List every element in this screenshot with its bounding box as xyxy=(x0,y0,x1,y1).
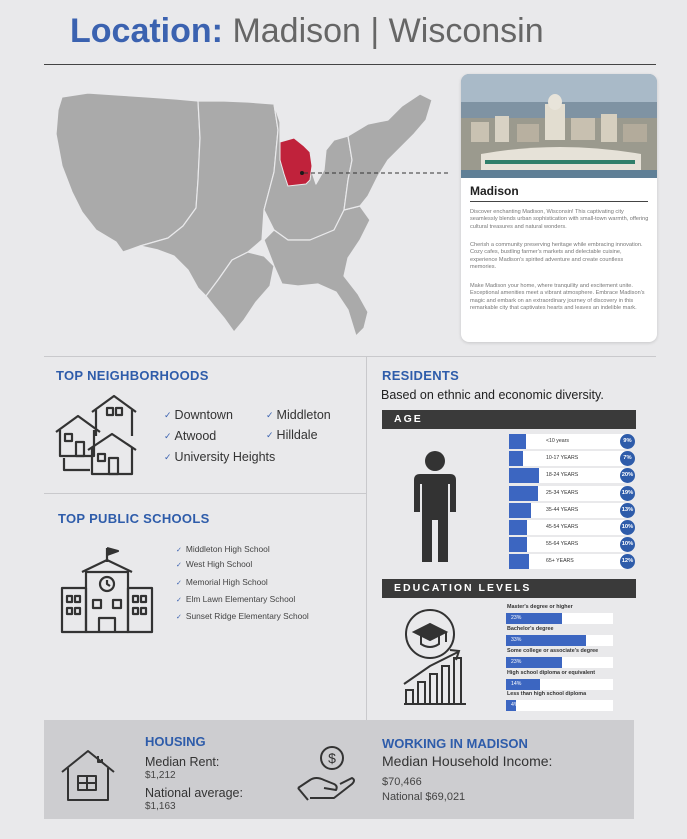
madison-marker xyxy=(300,171,304,175)
age-percent-badge: 10% xyxy=(620,520,635,535)
schools-title: TOP PUBLIC SCHOOLS xyxy=(58,511,210,526)
income-label: Median Household Income: xyxy=(382,753,553,769)
hand-coin-icon xyxy=(296,744,360,802)
age-category-label: 18-24 YEARS xyxy=(546,472,579,479)
education-header-bar: EDUCATION LEVELS xyxy=(382,579,636,598)
house-icon xyxy=(60,748,116,802)
map-west-states xyxy=(56,93,200,252)
check-icon: ✓ xyxy=(176,562,182,569)
residents-subtitle: Based on ethnic and economic diversity. xyxy=(381,388,604,402)
education-bar: 14% xyxy=(506,679,540,690)
check-icon: ✓ xyxy=(164,452,172,462)
education-bar-track xyxy=(506,700,613,711)
education-category-label: Master's degree or higher xyxy=(507,604,573,610)
svg-text:$: $ xyxy=(328,750,336,766)
age-bar xyxy=(509,537,527,552)
education-bar: 33% xyxy=(506,635,586,646)
neighborhood-item: ✓ Hilldale xyxy=(266,428,318,442)
age-bar xyxy=(509,434,526,449)
age-category-label: 10-17 YEARS xyxy=(546,455,579,462)
age-percent-badge: 19% xyxy=(620,486,635,501)
card-paragraph-3: Make Madison your home, where tranquility and excitement unite. Exceptional amenities meet a vibrant atmosphere. Embrace Madison's magic and embark on an extraordinary journey of discovery in this remarkable city that captivates hearts and leaves an indelible mark. xyxy=(470,283,645,312)
age-bar-row xyxy=(509,520,635,535)
age-bar xyxy=(509,486,538,501)
education-bar-track xyxy=(506,613,613,624)
education-bar: 23% xyxy=(506,657,562,668)
housing-title: HOUSING xyxy=(145,734,206,749)
education-bar-track xyxy=(506,679,613,690)
title-label: Location: xyxy=(70,12,223,50)
education-bar: 4% xyxy=(506,700,516,711)
page-title xyxy=(70,12,544,51)
education-category-label: Less than high school diploma xyxy=(507,691,587,697)
age-category-label: 65+ YEARS xyxy=(546,558,574,565)
school-item: ✓ Elm Lawn Elementary School xyxy=(176,594,296,604)
school-item: ✓ Memorial High School xyxy=(176,577,268,587)
age-bar-row xyxy=(509,503,635,518)
income-value: $70,466 xyxy=(382,776,422,788)
school-building-icon xyxy=(60,546,154,634)
bottom-band xyxy=(44,720,634,819)
check-icon: ✓ xyxy=(176,580,182,587)
age-percent-badge: 9% xyxy=(620,434,635,449)
age-percent-badge: 10% xyxy=(620,537,635,552)
check-icon: ✓ xyxy=(266,430,274,440)
card-paragraph-2: Cherish a community preserving heritage while embracing innovation. Cozy cafes, bustling farmer's markets and delectable cuisine, experience Madison's spirited adventure and create countless memories. xyxy=(470,242,643,271)
age-category-label: 55-64 YEARS xyxy=(546,541,579,548)
age-bar-row xyxy=(509,554,635,569)
age-bar xyxy=(509,554,529,569)
school-item: ✓ West High School xyxy=(176,559,253,569)
age-percent-badge: 12% xyxy=(620,554,635,569)
working-title: WORKING IN MADISON xyxy=(382,736,528,751)
age-bar xyxy=(509,468,539,483)
education-bar-track xyxy=(506,657,613,668)
national-average-label: National average: xyxy=(145,786,243,800)
school-item: ✓ Sunset Ridge Elementary School xyxy=(176,611,309,621)
houses-icon xyxy=(54,392,140,476)
education-category-label: High school diploma or equivalent xyxy=(507,670,596,676)
age-category-label: 35-44 YEARS xyxy=(546,506,579,513)
madison-aerial-photo xyxy=(461,74,657,178)
age-header-bar: AGE xyxy=(382,410,636,429)
neighborhood-item: ✓ Downtown xyxy=(164,408,233,422)
education-category-label: Some college or associate's degree xyxy=(507,648,599,654)
check-icon: ✓ xyxy=(176,597,182,604)
age-percent-badge: 7% xyxy=(620,451,635,466)
person-icon xyxy=(412,450,458,564)
median-rent-value: $1,212 xyxy=(145,770,176,781)
section-divider-vertical xyxy=(366,356,367,720)
title-divider xyxy=(44,64,656,65)
city-card xyxy=(461,74,657,342)
section-divider-top xyxy=(44,356,656,357)
neighborhood-item: ✓ Atwood xyxy=(164,429,217,443)
age-category-label: <10 years xyxy=(546,438,569,444)
education-bar: 23% xyxy=(506,613,562,624)
age-bar xyxy=(509,520,527,535)
check-icon: ✓ xyxy=(164,410,172,420)
us-map xyxy=(48,80,448,342)
age-bar-row xyxy=(509,468,635,483)
card-paragraph-1: Discover enchanting Madison, Wisconsin! This captivating city seamlessly blends urban sophistication with small-town warmth, offering cultural treasures and natural wonders. xyxy=(470,209,649,230)
age-bar-row xyxy=(509,537,635,552)
map-northeast-states xyxy=(344,94,432,210)
check-icon: ✓ xyxy=(176,614,182,621)
card-city-name: Madison xyxy=(470,184,519,198)
age-bar-row xyxy=(509,434,635,449)
school-item: ✓ Middleton High School xyxy=(176,544,270,554)
national-average-value: $1,163 xyxy=(145,801,176,812)
age-bar-row xyxy=(509,486,635,501)
age-percent-badge: 13% xyxy=(620,503,635,518)
age-category-label: 45-54 YEARS xyxy=(546,524,579,530)
section-divider-left xyxy=(44,493,366,494)
neighborhood-item: ✓ University Heights xyxy=(164,450,276,464)
age-bar xyxy=(509,503,531,518)
residents-title: RESIDENTS xyxy=(382,368,460,383)
title-city: Madison | Wisconsin xyxy=(232,12,544,50)
national-income: National $69,021 xyxy=(382,791,466,803)
neighborhoods-title: TOP NEIGHBORHOODS xyxy=(56,368,209,383)
check-icon: ✓ xyxy=(164,431,172,441)
education-bar-track xyxy=(506,635,613,646)
graduation-growth-icon xyxy=(402,606,468,706)
age-category-label: 25-34 YEARS xyxy=(546,489,579,496)
card-divider xyxy=(470,201,648,202)
check-icon: ✓ xyxy=(176,547,182,554)
age-bar xyxy=(509,451,523,466)
check-icon: ✓ xyxy=(266,410,274,420)
education-category-label: Bachelor's degree xyxy=(507,626,554,632)
median-rent-label: Median Rent: xyxy=(145,755,220,769)
neighborhood-item: ✓ Middleton xyxy=(266,408,331,422)
age-percent-badge: 20% xyxy=(620,468,635,483)
age-bar-row xyxy=(509,451,635,466)
